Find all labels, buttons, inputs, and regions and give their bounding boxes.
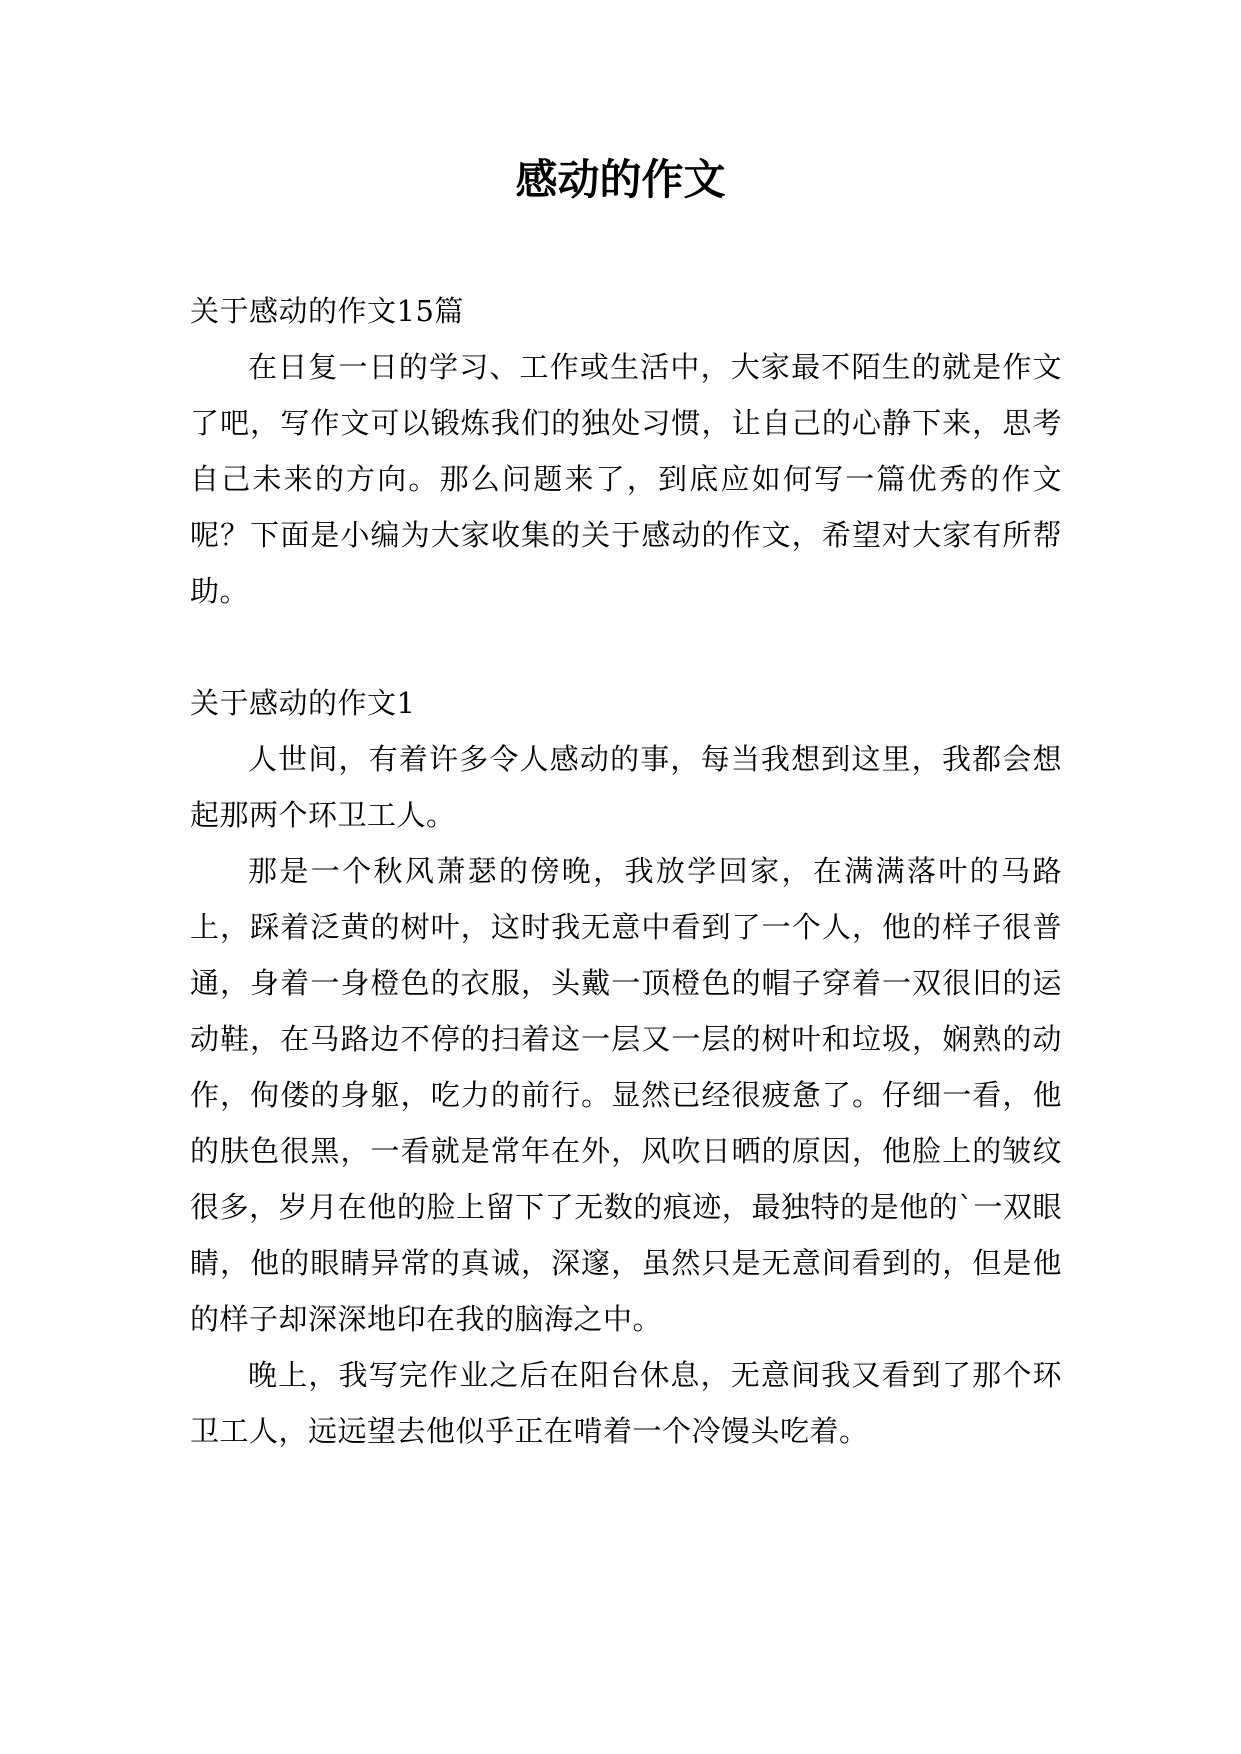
document-title: 感动的作文 [515, 155, 726, 204]
section-heading: 关于感动的作文1 [190, 686, 416, 720]
intro-paragraph: 在日复一日的学习、工作或生活中，大家最不陌生的就是作文了吧，写作文可以锻炼我们的独处习惯，让自己的心静下来，思考自己未来的方向。那么问题来了，到底应如何写一篇优秀的作文呢？下面是小编为大家收集的关于感动的作文，希望对大家有所帮助。 [190, 350, 1062, 608]
section-spacer [190, 619, 1062, 675]
body-paragraph: 人世间，有着许多令人感动的事，每当我想到这里，我都会想起那两个环卫工人。 [190, 742, 1062, 832]
intro-heading: 关于感动的作文15篇 [190, 294, 464, 328]
body-paragraph: 晚上，我写完作业之后在阳台休息，无意间我又看到了那个环卫工人，远远望去他似乎正在啃着一个冷馒头吃着。 [190, 1358, 1062, 1448]
document-body [190, 283, 1062, 1459]
body-paragraph: 那是一个秋风萧瑟的傍晚，我放学回家，在满满落叶的马路上，踩着泛黄的树叶，这时我无意中看到了一个人，他的样子很普通，身着一身橙色的衣服，头戴一顶橙色的帽子穿着一双很旧的运动鞋，在马路边不停的扫着这一层又一层的树叶和垃圾，娴熟的动作，佝偻的身躯，吃力的前行。显然已经很疲惫了。仔细一看，他的肤色很黑，一看就是常年在外，风吹日晒的原因，他脸上的皱纹很多，岁月在他的脸上留下了无数的痕迹，最独特的是他的`一双眼睛，他的眼睛异常的真诚，深邃，虽然只是无意间看到的，但是他的样子却深深地印在我的脑海之中。 [190, 854, 1062, 1336]
